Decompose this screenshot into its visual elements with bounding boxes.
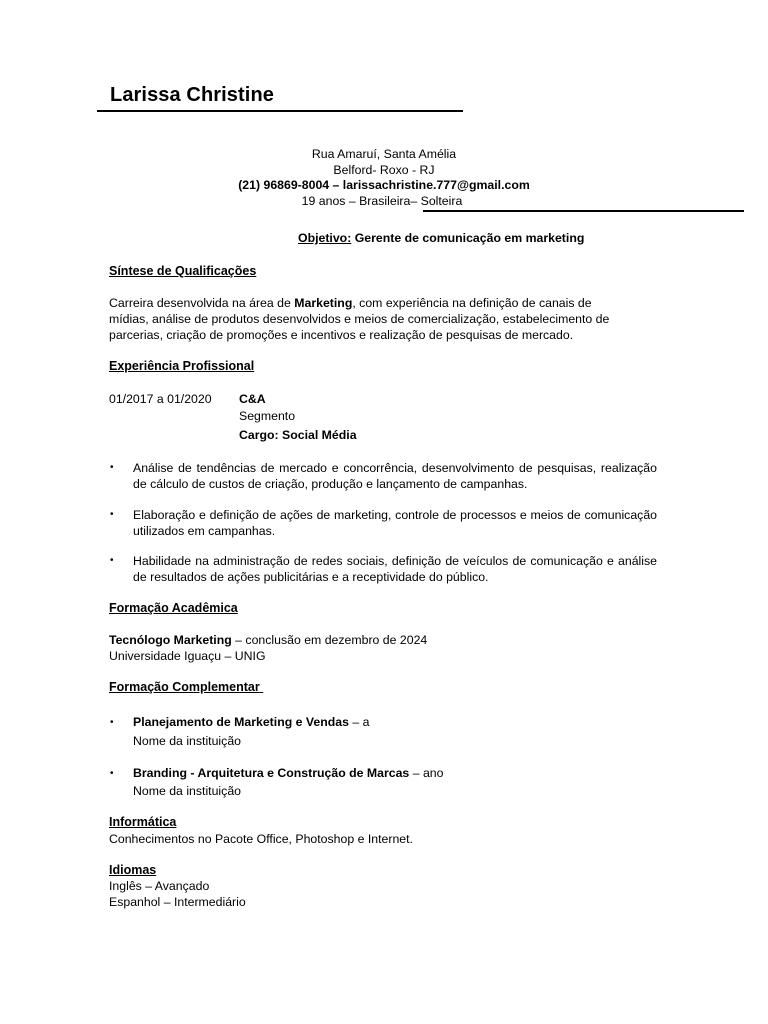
bullet-icon: • [110,768,114,779]
education-institution: Universidade Iguaçu – UNIG [109,649,266,663]
complementary-item-2-name: Branding - Arquitetura e Construção de Marcas [133,766,410,780]
address-line-1: Rua Amaruí, Santa Amélia [311,147,457,161]
objective-text: Gerente de comunicação em marketing [351,231,585,245]
education-course [109,632,427,648]
bullet-icon: • [110,462,114,473]
contact-underline [423,210,744,212]
complementary-item-2-suffix: – ano [409,766,444,780]
qualifications-line-3: parcerias, criação de promoções e incentivos e realização de pesquisas de mercado. [109,328,574,342]
bullet-icon: • [110,509,114,520]
experience-period: 01/2017 a 01/2020 [109,392,212,406]
experience-role: Cargo: Social Média [239,428,357,442]
contact-line: (21) 96869-8004 – larissachristine.777@gmail.com [238,178,530,192]
complementary-item-2-institution: Nome da instituição [133,784,241,798]
qualifications-heading: Síntese de Qualificações [109,264,257,278]
complementary-item-1-suffix: – a [348,715,370,729]
qualifications-keyword: Marketing [294,296,353,310]
complementary-item-2 [133,765,443,781]
experience-bullet-1: Análise de tendências de mercado e concorrência, desenvolvimento de pesquisas, realização de cálculo de custos de criação, produção e lançamento de campanhas. [133,461,657,491]
address-line-2: Belford- Roxo - RJ [333,163,435,177]
experience-bullet-3: Habilidade na administração de redes sociais, definição de veículos de comunicação e análise de resultados de ações publicitárias e a receptividade do público. [133,554,657,584]
qualifications-line-2: mídias, análise de produtos desenvolvidos e meios de comercialização, estabelecimento de [109,312,610,326]
bullet-icon: • [110,555,114,566]
it-heading: Informática [109,815,177,829]
language-item: Inglês – Avançado [109,879,210,893]
experience-heading: Experiência Profissional [109,359,255,373]
candidate-name: Larissa Christine [110,84,274,106]
complementary-item-1-institution: Nome da instituição [133,734,241,748]
complementary-item-1 [133,714,369,730]
education-course-detail: – conclusão em dezembro de 2024 [231,633,428,647]
name-underline [97,110,463,112]
language-item: Espanhol – Intermediário [109,895,246,909]
qualifications-line-1-pre: Carreira desenvolvida na área de [109,296,295,310]
experience-company: C&A [239,392,266,406]
personal-info: 19 anos – Brasileira– Solteira [301,194,463,208]
complementary-item-1-name: Planejamento de Marketing e Vendas [133,715,349,729]
objective-label: Objetivo: [298,231,352,245]
complementary-heading-text: Formação Complementar [109,680,260,694]
qualifications-line-1 [109,295,619,311]
languages-heading: Idiomas [109,863,157,877]
complementary-heading [109,680,263,694]
bullet-icon: • [110,717,114,728]
it-text: Conhecimentos no Pacote Office, Photoshop e Internet. [109,832,413,846]
qualifications-text [109,295,619,343]
education-heading: Formação Acadêmica [109,601,238,615]
objective [298,230,584,246]
qualifications-line-1-post: , com experiência na definição de canais de [352,296,592,310]
education-course-name: Tecnólogo Marketing [109,633,232,647]
experience-bullet-2: Elaboração e definição de ações de marketing, controle de processos e meios de comunicação utilizados em campanhas. [133,508,657,538]
experience-segment: Segmento [239,409,296,423]
